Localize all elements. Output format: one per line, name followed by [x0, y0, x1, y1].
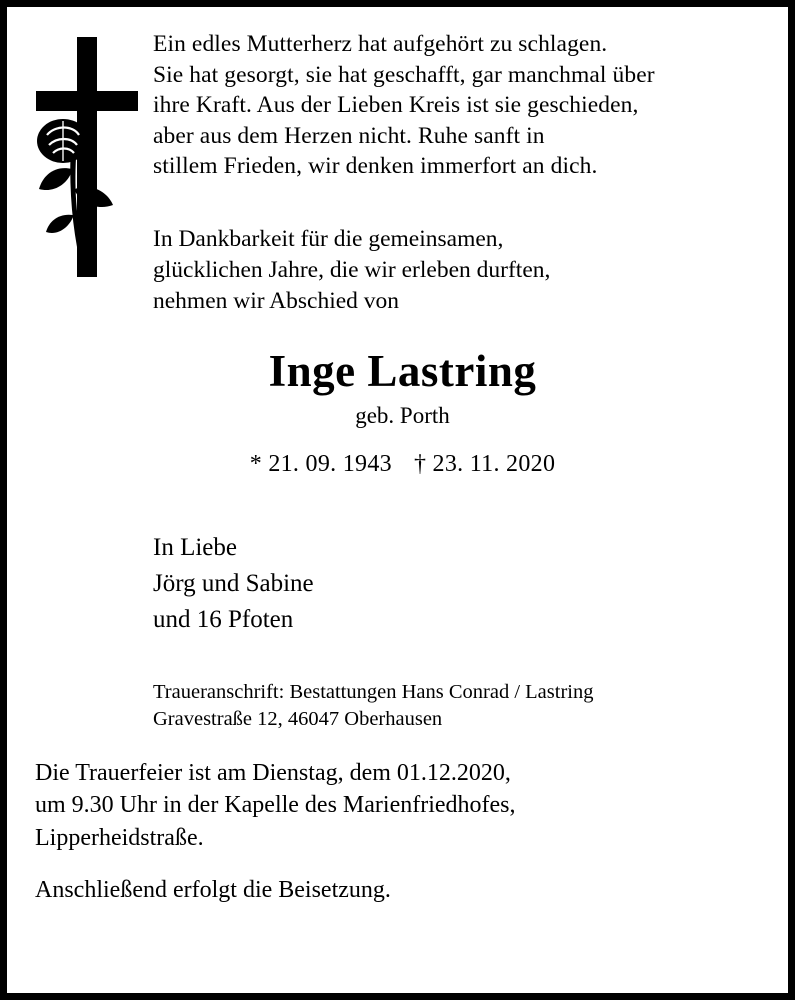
- cross-rose-emblem: [25, 29, 145, 284]
- family-block: [153, 530, 762, 639]
- cross-icon: [25, 29, 145, 284]
- rose-bloom-icon: [37, 119, 89, 163]
- family-line: In Liebe: [153, 533, 237, 561]
- death-date: † 23. 11. 2020: [413, 450, 556, 477]
- spacer: [33, 855, 762, 877]
- intro-line: In Dankbarkeit für die gemeinsamen,: [153, 225, 504, 252]
- intro-block: [153, 224, 762, 318]
- verse-line: Sie hat gesorgt, sie hat geschafft, gar manchmal über: [153, 61, 655, 88]
- service-line: Die Trauerfeier ist am Dienstag, dem 01.12.2020,: [35, 759, 511, 786]
- family-line: und 16 Pfoten: [153, 606, 294, 634]
- service-details-block: [35, 757, 762, 855]
- intro-line: nehmen wir Abschied von: [153, 288, 400, 315]
- family-line: Jörg und Sabine: [153, 570, 314, 598]
- verse-line: ihre Kraft. Aus der Lieben Kreis ist sie geschieden,: [153, 92, 639, 119]
- birth-date: * 21. 09. 1943: [249, 450, 392, 477]
- service-line: Lipperheidstraße.: [35, 825, 204, 852]
- rose-leaf-icon: [46, 215, 73, 233]
- verse-line: Ein edles Mutterherz hat aufgehört zu schlagen.: [153, 31, 608, 57]
- spacer: [33, 478, 762, 530]
- deceased-block: [33, 347, 762, 478]
- spacer: [33, 733, 762, 757]
- closing-line: Anschließend erfolgt die Beisetzung.: [35, 876, 391, 903]
- deceased-maiden-name: geb. Porth: [355, 402, 450, 428]
- spacer: [33, 317, 762, 347]
- service-line: um 9.30 Uhr in der Kapelle des Marienfriedhofes,: [35, 792, 516, 819]
- mourning-address-line: Traueranschrift: Bestattungen Hans Conrad / Lastring: [153, 680, 594, 703]
- mourning-address-line: Gravestraße 12, 46047 Oberhausen: [153, 707, 443, 730]
- intro-line: glücklichen Jahre, die wir erleben durften,: [153, 256, 551, 283]
- verse-line: stillem Frieden, wir denken immerfort an dich.: [153, 153, 598, 180]
- mourning-address-block: [153, 679, 762, 733]
- spacer: [33, 639, 762, 679]
- life-dates: [43, 451, 762, 478]
- verse-block: [153, 29, 762, 182]
- verse-line: aber aus dem Herzen nicht. Ruhe sanft in: [153, 122, 545, 149]
- rose-leaf-icon: [39, 168, 72, 190]
- deceased-name: Inge Lastring: [268, 346, 537, 397]
